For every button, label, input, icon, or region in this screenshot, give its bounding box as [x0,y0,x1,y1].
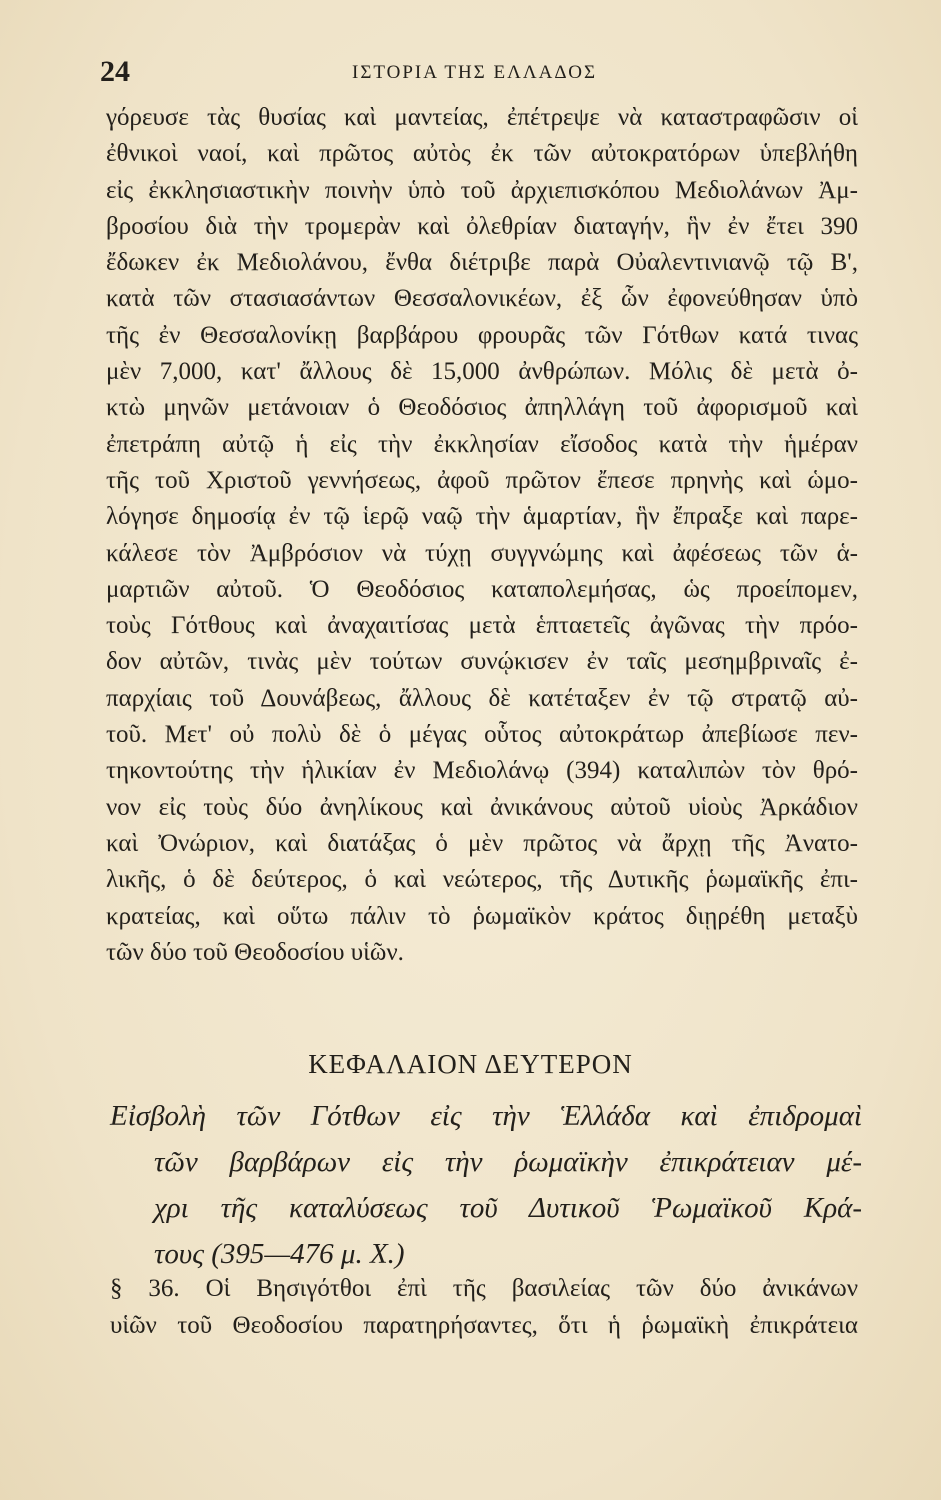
text-line: μαρτιῶν αὐτοῦ. Ὁ Θεοδόσιος καταπολεμήσας, ὡς προείπομεν, [106,575,858,603]
subtitle-line: τους (395—476 μ. Χ.) [154,1238,405,1270]
text-line: γόρευσε τὰς θυσίας καὶ μαντείας, ἐπέτρεψε νὰ καταστραφῶσιν οἱ [106,104,858,131]
text-line: παρχίαις τοῦ Δουνάβεως, ἄλλους δὲ κατέταξεν ἐν τῷ στρατῷ αὐ- [106,684,858,712]
chapter-subtitle [110,1093,862,1277]
text-line: τοῦ. Μετ' οὐ πολὺ δὲ ὁ μέγας οὗτος αὐτοκράτωρ ἀπεβίωσε πεν- [106,721,858,749]
chapter-title: ΚΕΦΑΛΑΙΟΝ ΔΕΥΤΕΡΟΝ [308,1049,633,1079]
subtitle-line: Εἰσβολὴ τῶν Γότθων εἰς τὴν Ἑλλάδα καὶ ἐπιδρομαὶ [110,1100,862,1132]
text-line: κρατείας, καὶ οὕτω πάλιν τὸ ῥωμαϊκὸν κράτος διῃρέθη μεταξὺ [106,902,858,930]
text-line: κατὰ τῶν στασιασάντων Θεσσαλονικέων, ἐξ ὧν ἐφονεύθησαν ὑπὸ [106,285,858,313]
text-line: νον εἰς τοὺς δύο ἀνηλίκους καὶ ἀνικάνους αὐτοῦ υἱοὺς Ἀρκάδιον [106,793,858,821]
subtitle-line: χρι τῆς καταλύσεως τοῦ Δυτικοῦ Ῥωμαϊκοῦ Κρά- [154,1192,862,1224]
text-line: καὶ Ὀνώριον, καὶ διατάξας ὁ μὲν πρῶτος νὰ ἄρχῃ τῆς Ἀνατο- [106,829,858,857]
page-number: 24 [100,55,130,88]
text-line: εἰς ἐκκλησιαστικὴν ποινὴν ὑπὸ τοῦ ἀρχιεπισκόπου Μεδιολάνων Ἀμ- [106,176,858,204]
text-line: τῶν δύο τοῦ Θεοδοσίου υἱῶν. [106,938,404,966]
text-line: μὲν 7,000, κατ' ἄλλους δὲ 15,000 ἀνθρώπων. Μόλις δὲ μετὰ ὀ- [106,358,858,386]
text-line: λικῆς, ὁ δὲ δεύτερος, ὁ καὶ νεώτερος, τῆς Δυτικῆς ῥωμαϊκῆς ἐπι- [106,866,858,894]
text-line: λόγησε δημοσίᾳ ἐν τῷ ἱερῷ ναῷ τὴν ἁμαρτίαν, ἣν ἔπραξε καὶ παρε- [106,503,858,531]
subtitle-line: τῶν βαρβάρων εἰς τὴν ῥωμαϊκὴν ἐπικράτειαν μέ- [154,1146,862,1178]
page-header [100,52,860,92]
text-line: τῆς ἐν Θεσσαλονίκῃ βαρβάρου φρουρᾶς τῶν Γότθων κατά τινας [106,321,858,349]
text-line: τῆς τοῦ Χριστοῦ γεννήσεως, ἀφοῦ πρῶτον ἔπεσε πρηνὴς καὶ ὡμο- [106,466,858,494]
section-paragraph [110,1270,858,1344]
text-line: ἐπετράπη αὐτῷ ἡ εἰς τὴν ἐκκλησίαν εἴσοδος κατὰ τὴν ἡμέραν [106,430,858,458]
running-head: ΙΣΤΟΡΙΑ ΤΗΣ ΕΛΛΑΔΟΣ [352,62,598,83]
text-line: βροσίου διὰ τὴν τρομερὰν καὶ ὀλεθρίαν διαταγήν, ἣν ἐν ἔτει 390 [106,212,858,240]
main-paragraph [106,100,858,971]
text-line: δον αὐτῶν, τινὰς μὲν τούτων συνῴκισεν ἐν ταῖς μεσημβριναῖς ἐ- [106,648,858,676]
text-line: τοὺς Γότθους καὶ ἀναχαιτίσας μετὰ ἑπταετεῖς ἀγῶνας τὴν πρόο- [106,612,858,640]
text-line: § 36. Οἱ Βησιγότθοι ἐπὶ τῆς βασιλείας τῶν δύο ἀνικάνων [110,1275,858,1302]
text-line: ἔδωκεν ἐκ Μεδιολάνου, ἔνθα διέτριβε παρὰ Οὐαλεντινιανῷ τῷ Β', [106,249,858,277]
text-line: υἱῶν τοῦ Θεοδοσίου παρατηρήσαντες, ὅτι ἡ ῥωμαϊκὴ ἐπικράτεια [110,1312,858,1339]
text-line: τηκοντούτης τὴν ἡλικίαν ἐν Μεδιολάνῳ (394) καταλιπὼν τὸν θρό- [106,757,858,785]
text-line: κτὼ μηνῶν μετάνοιαν ὁ Θεοδόσιος ἀπηλλάγη τοῦ ἀφορισμοῦ καὶ [106,394,858,422]
text-line: ἐθνικοὶ ναοί, καὶ πρῶτος αὐτὸς ἐκ τῶν αὐτοκρατόρων ὑπεβλήθη [106,140,858,168]
text-line: κάλεσε τὸν Ἀμβρόσιον νὰ τύχῃ συγγνώμης καὶ ἀφέσεως τῶν ἁ- [106,539,858,567]
